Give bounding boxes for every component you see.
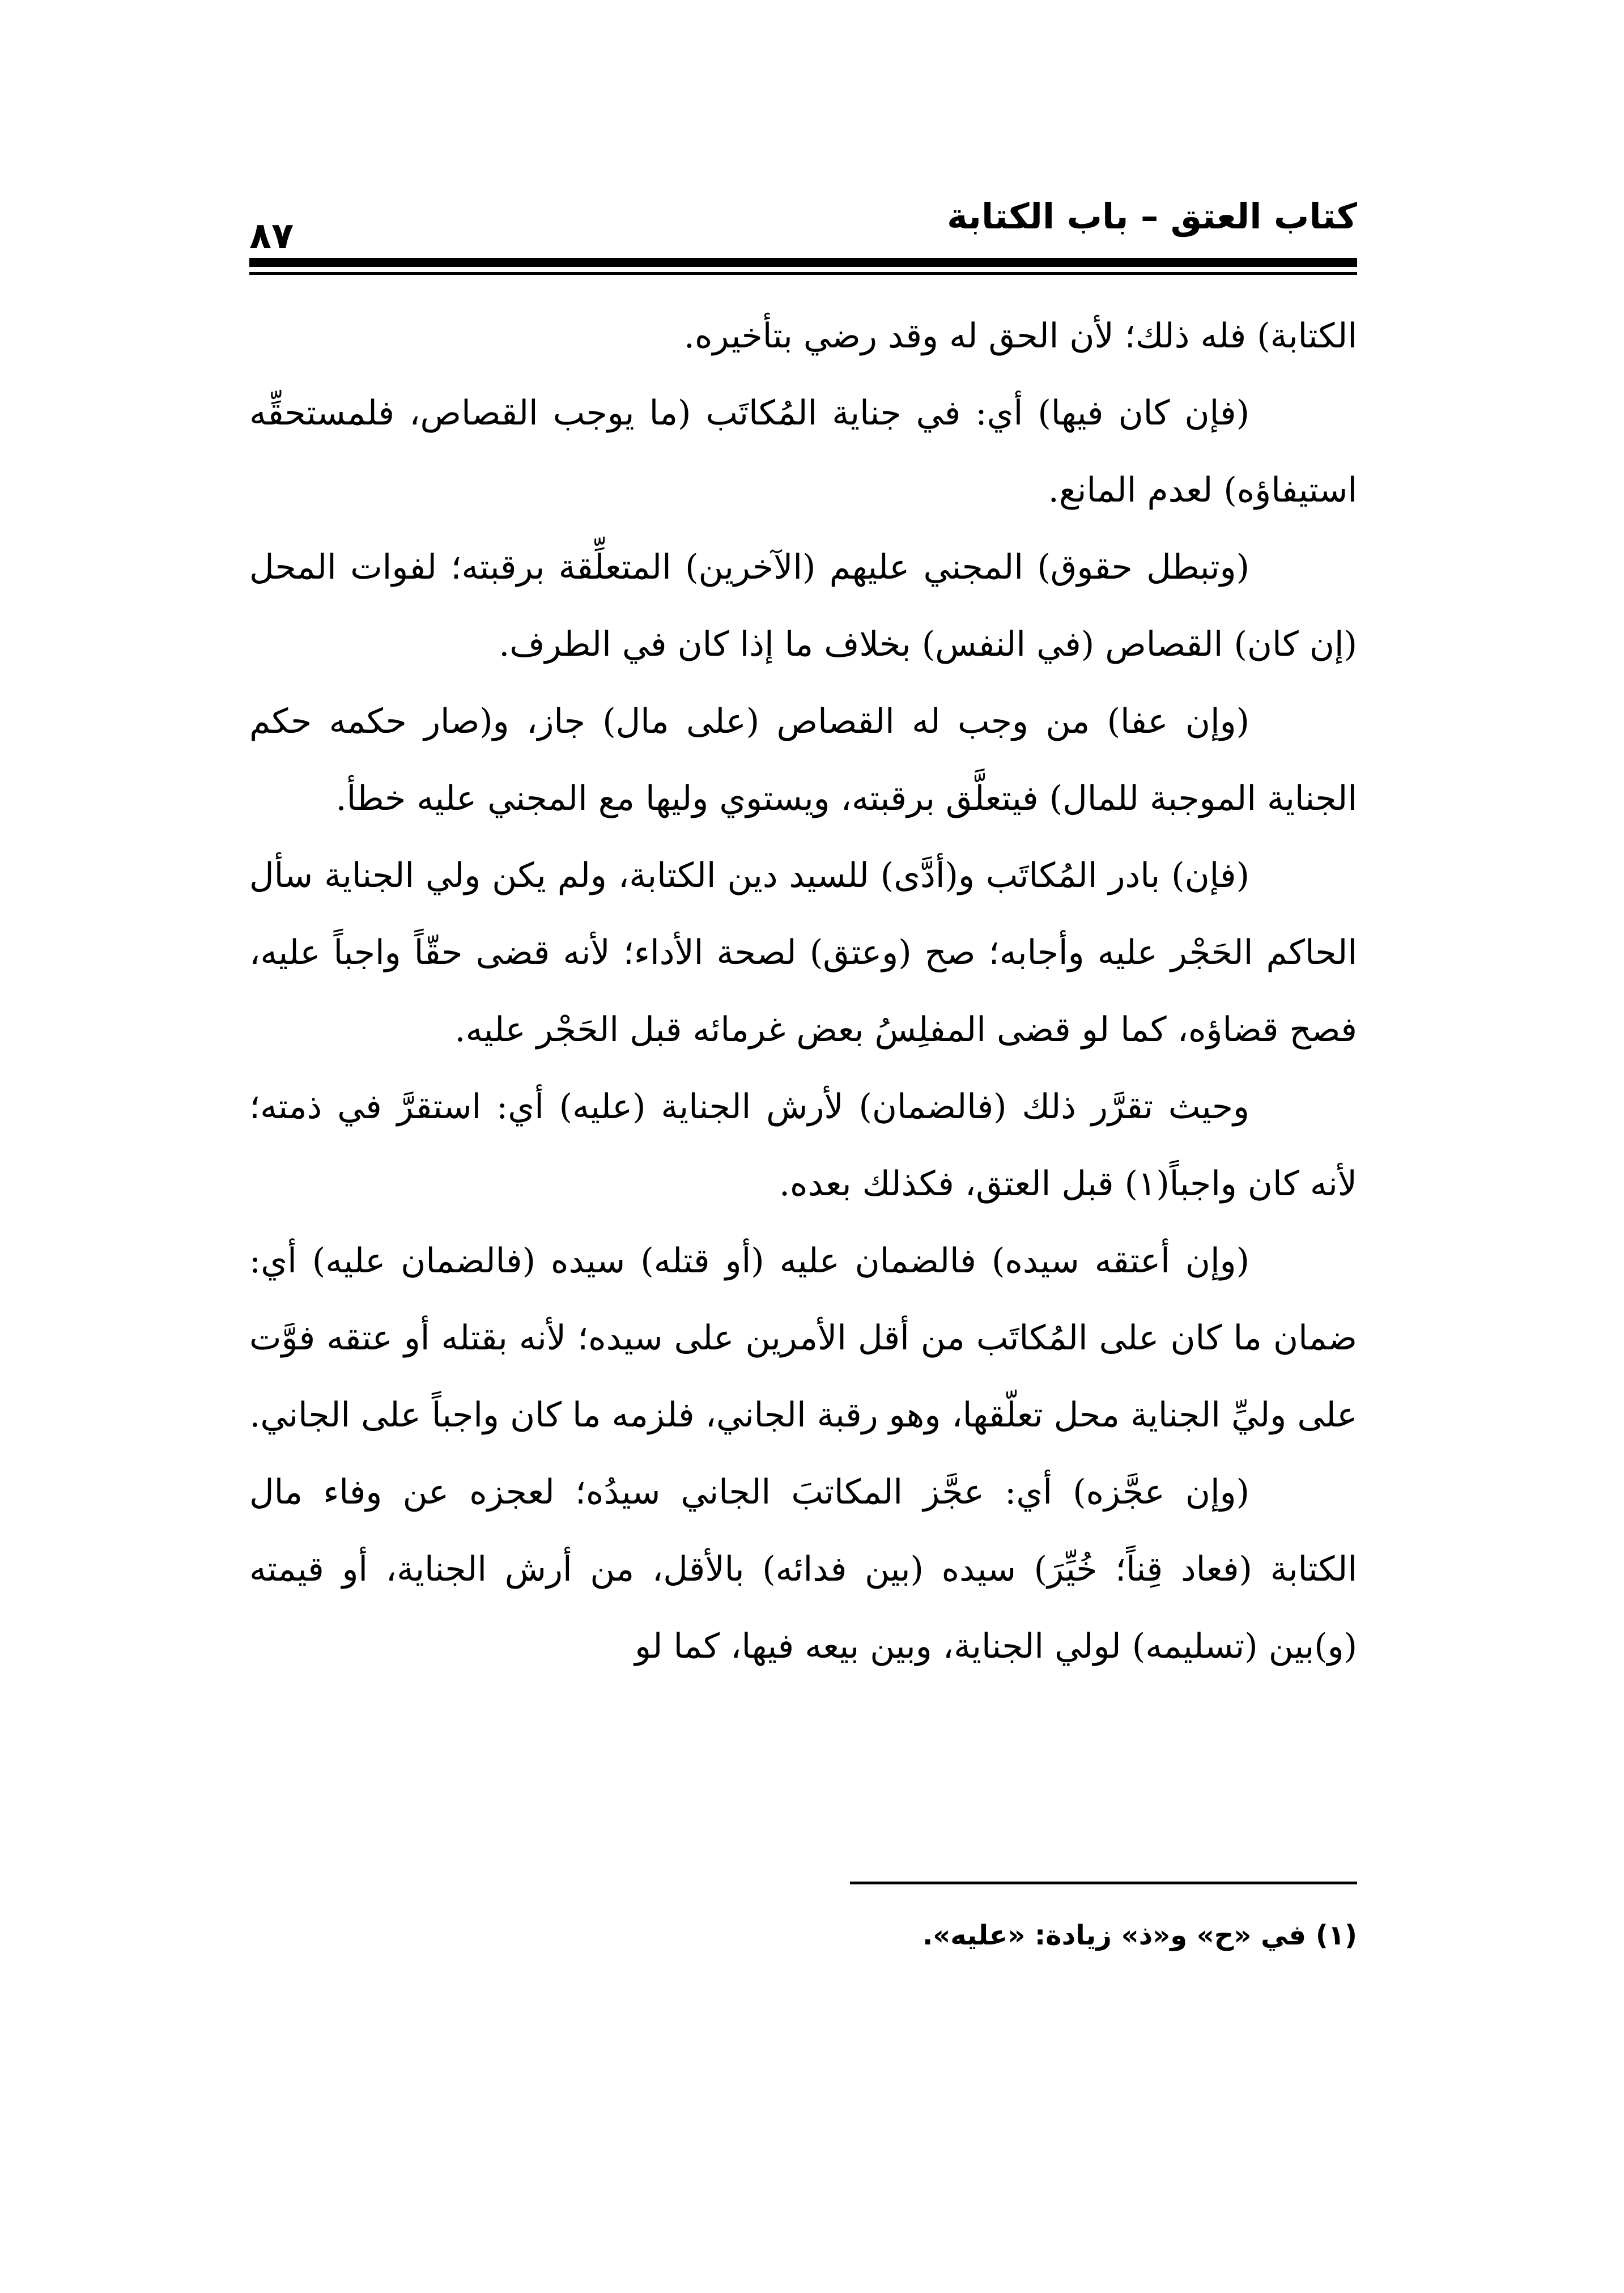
paragraph: وحيث تقرَّر ذلك (فالضمان) لأرش الجناية (عليه) أي: استقرَّ في ذمته؛ لأنه كان واجباً(١) قبل العتق، فكذلك بعده. bbox=[249, 1087, 1357, 1204]
footnote: (١) في «ح» و«ذ» زيادة: «عليه». bbox=[922, 1920, 1357, 1951]
paragraph: (وإن عفا) من وجب له القصاص (على مال) جاز، و(صار حكمه حكم الجناية الموجبة للمال) فيتعلَّق برقبته، ويستوي وليها مع المجني عليه خطأ. bbox=[249, 702, 1357, 818]
paragraph: (فإن كان فيها) أي: في جناية المُكاتَب (ما يوجب القصاص، فلمستحقِّه استيفاؤه) لعدم المانع. bbox=[249, 393, 1357, 510]
footnote-separator bbox=[850, 1882, 1357, 1884]
paragraph: (وتبطل حقوق) المجني عليهم (الآخرين) المتعلِّقة برقبته؛ لفوات المحل (إن كان) القصاص (في النفس) بخلاف ما إذا كان في الطرف. bbox=[249, 547, 1357, 664]
main-text bbox=[249, 298, 1357, 1685]
page-number: ٨٧ bbox=[249, 215, 294, 257]
paragraph: (فإن) بادر المُكاتَب و(أدَّى) للسيد دين الكتابة، ولم يكن ولي الجناية سأل الحاكم الحَجْر عليه وأجابه؛ صح (وعتق) لصحة الأداء؛ لأنه قضى حقّاً واجباً عليه، فصح قضاؤه، كما لو قضى المفلِسُ بعض غرمائه قبل الحَجْر عليه. bbox=[249, 856, 1357, 1050]
paragraph: (وإن عجَّزه) أي: عجَّز المكاتبَ الجاني سيدُه؛ لعجزه عن وفاء مال الكتابة (فعاد قِناً؛ خُيِّرَ) سيده (بين فدائه) بالأقل، من أرش الجناية، أو قيمته (و)بين (تسليمه) لولي الجناية، وبين بيعه فيها، كما لو bbox=[249, 1472, 1357, 1666]
paragraph: (وإن أعتقه سيده) فالضمان عليه (أو قتله) سيده (فالضمان عليه) أي: ضمان ما كان على المُكاتَب من أقل الأمرين على سيده؛ لأنه بقتله أو عتقه فوَّت على وليِّ الجناية محل تعلّقها، وهو رقبة الجاني، فلزمه ما كان واجباً على الجاني. bbox=[249, 1241, 1357, 1435]
header-rule-thin bbox=[249, 272, 1357, 275]
running-title: كتاب العتق – باب الكتابة bbox=[947, 196, 1357, 237]
paragraph: الكتابة) فله ذلك؛ لأن الحق له وقد رضي بتأخيره. bbox=[683, 316, 1357, 356]
header-rule-thick bbox=[249, 258, 1357, 267]
